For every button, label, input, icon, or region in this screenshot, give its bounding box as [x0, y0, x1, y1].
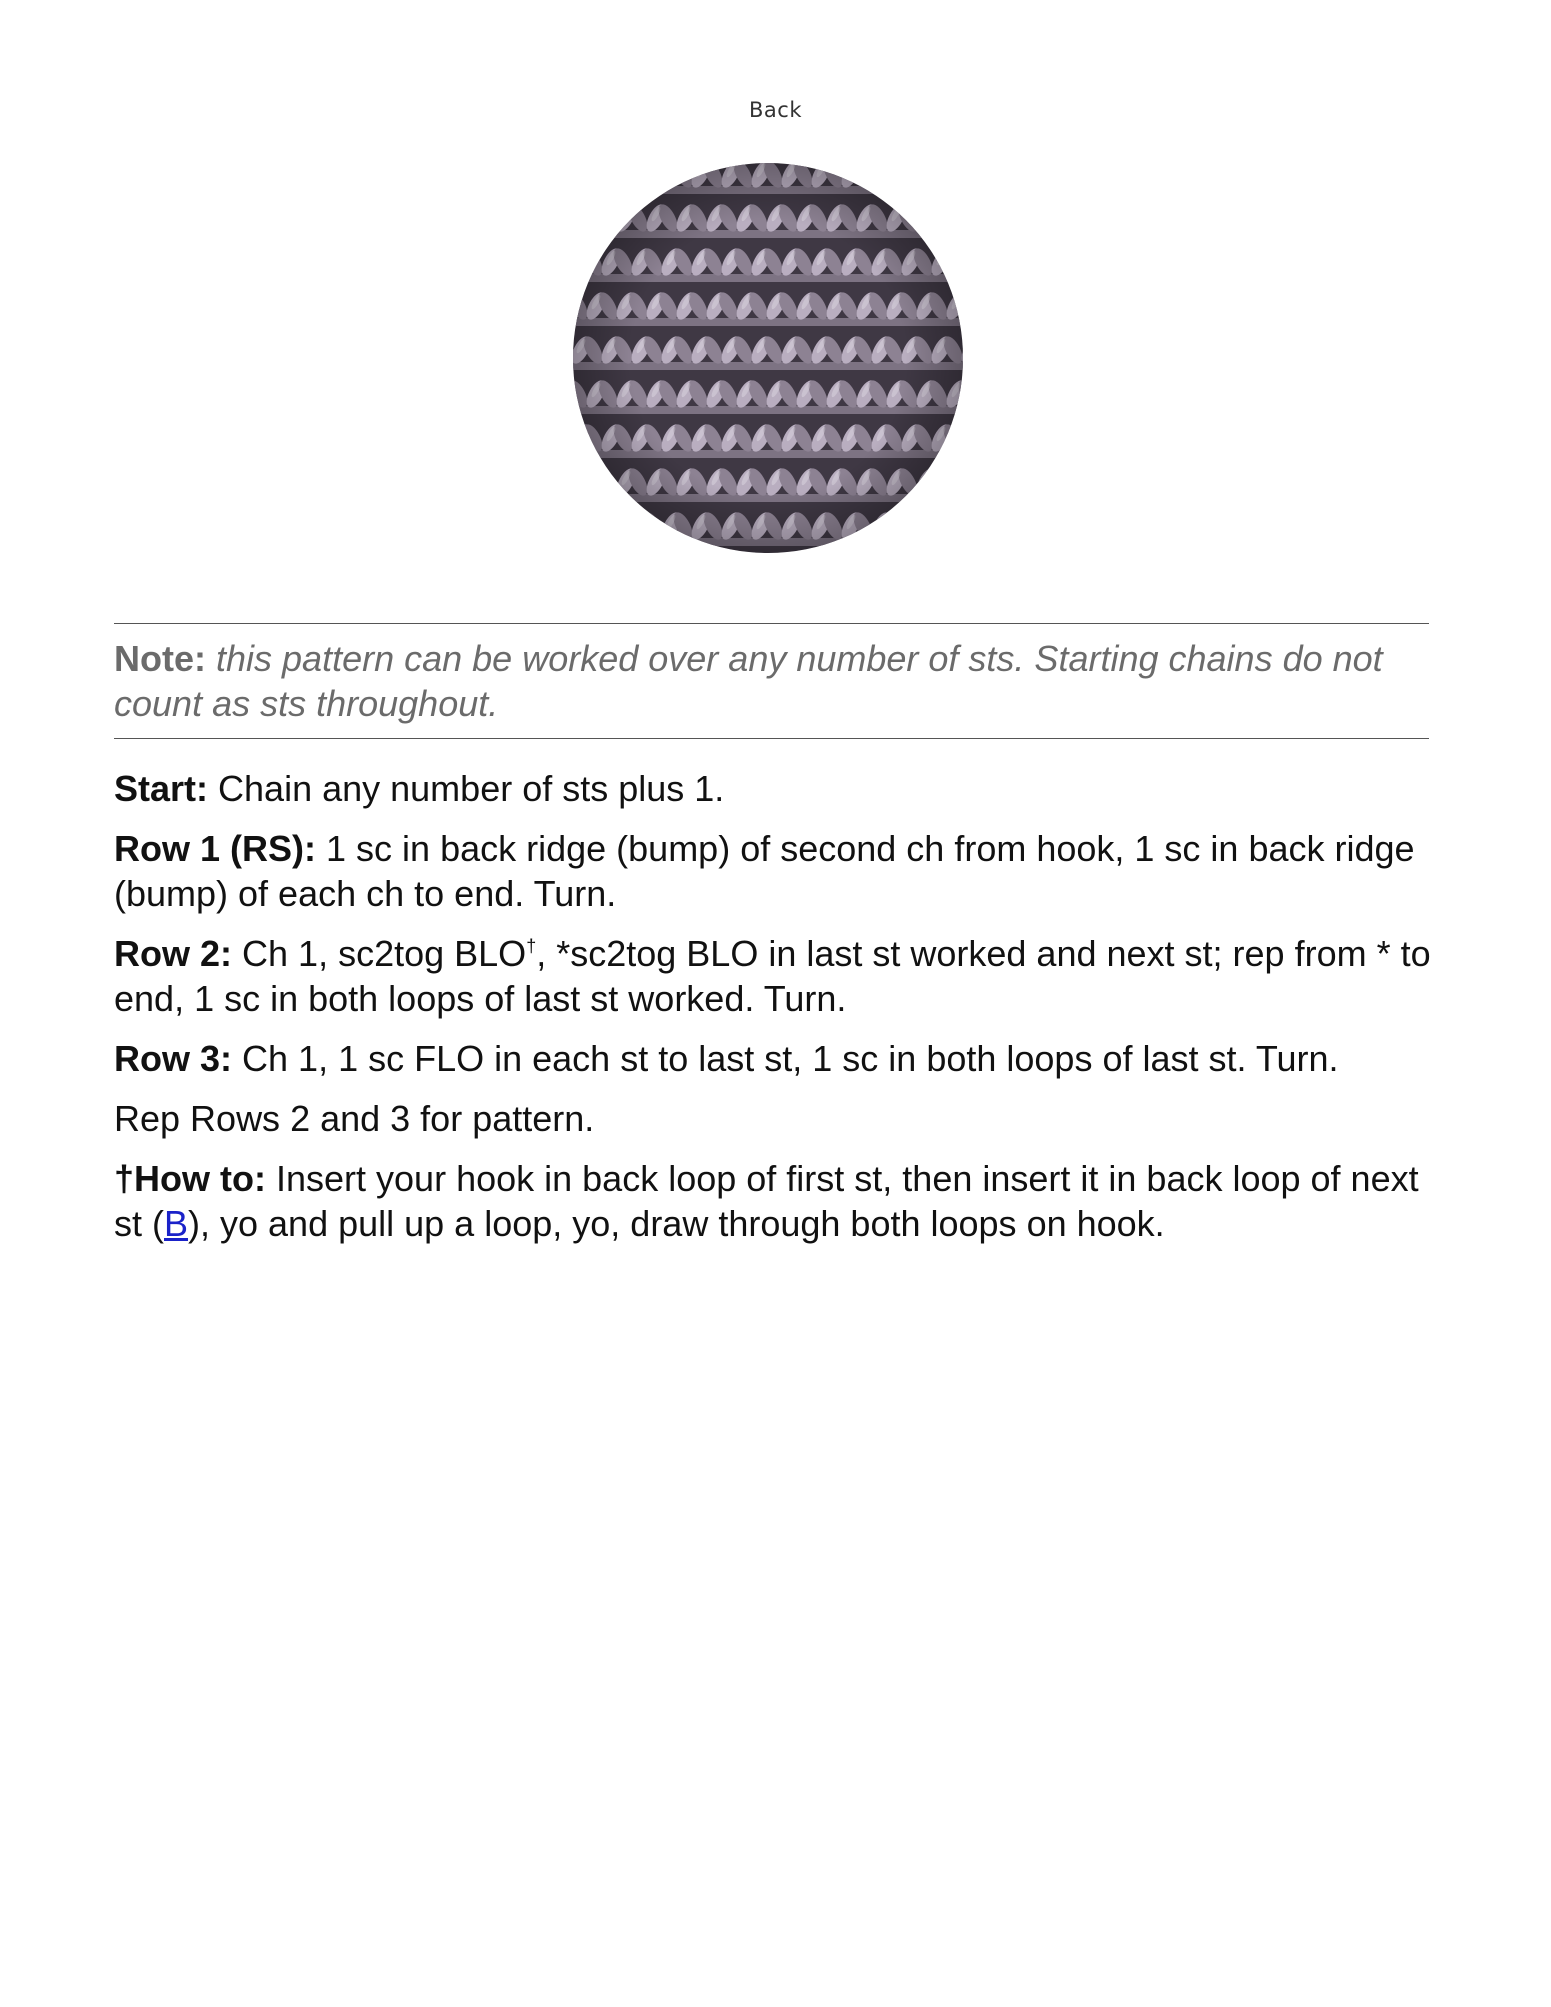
how-to-label: †How to:: [114, 1158, 266, 1199]
row-3-text: Ch 1, 1 sc FLO in each st to last st, 1 sc in both loops of last st. Turn.: [242, 1038, 1339, 1079]
start-label: Start:: [114, 768, 209, 809]
note-text: this pattern can be worked over any number of sts. Starting chains do not count as sts throughout.: [114, 638, 1383, 724]
how-to-text-a: Insert your hook in back loop of first st, then insert it in back loop of next st (: [114, 1158, 1419, 1244]
dagger-footnote-mark: †: [526, 936, 537, 956]
crochet-swatch-image: [572, 162, 964, 554]
instruction-row-1: [114, 826, 1444, 916]
how-to-text-b: ), yo and pull up a loop, yo, draw through both loops on hook.: [188, 1203, 1165, 1244]
instruction-start: [114, 766, 1444, 811]
instruction-row-2: [114, 931, 1444, 1021]
row-1-text: 1 sc in back ridge (bump) of second ch from hook, 1 sc in back ridge (bump) of each ch to end. Turn.: [114, 828, 1415, 914]
instruction-how-to: [114, 1156, 1444, 1246]
row-2-label: Row 2:: [114, 933, 233, 974]
note-top-divider: [114, 623, 1429, 624]
repeat-text: Rep Rows 2 and 3 for pattern.: [114, 1098, 595, 1139]
pattern-note: [114, 636, 1429, 726]
note-bottom-divider: [114, 738, 1429, 739]
pattern-instructions: [114, 766, 1444, 1261]
start-text: Chain any number of sts plus 1.: [218, 768, 725, 809]
instruction-row-3: [114, 1036, 1444, 1081]
row-3-label: Row 3:: [114, 1038, 233, 1079]
row-2-text-b: , *sc2tog BLO in last st worked and next st; rep from * to end, 1 sc in both loops of last st worked. Turn.: [114, 933, 1431, 1019]
row-1-label: Row 1 (RS):: [114, 828, 316, 869]
note-label: Note:: [114, 638, 206, 679]
row-2-text-a: Ch 1, sc2tog BLO: [242, 933, 527, 974]
instruction-repeat: [114, 1096, 1444, 1141]
figure-b-link[interactable]: B: [164, 1203, 189, 1244]
image-caption: Back: [749, 98, 802, 122]
